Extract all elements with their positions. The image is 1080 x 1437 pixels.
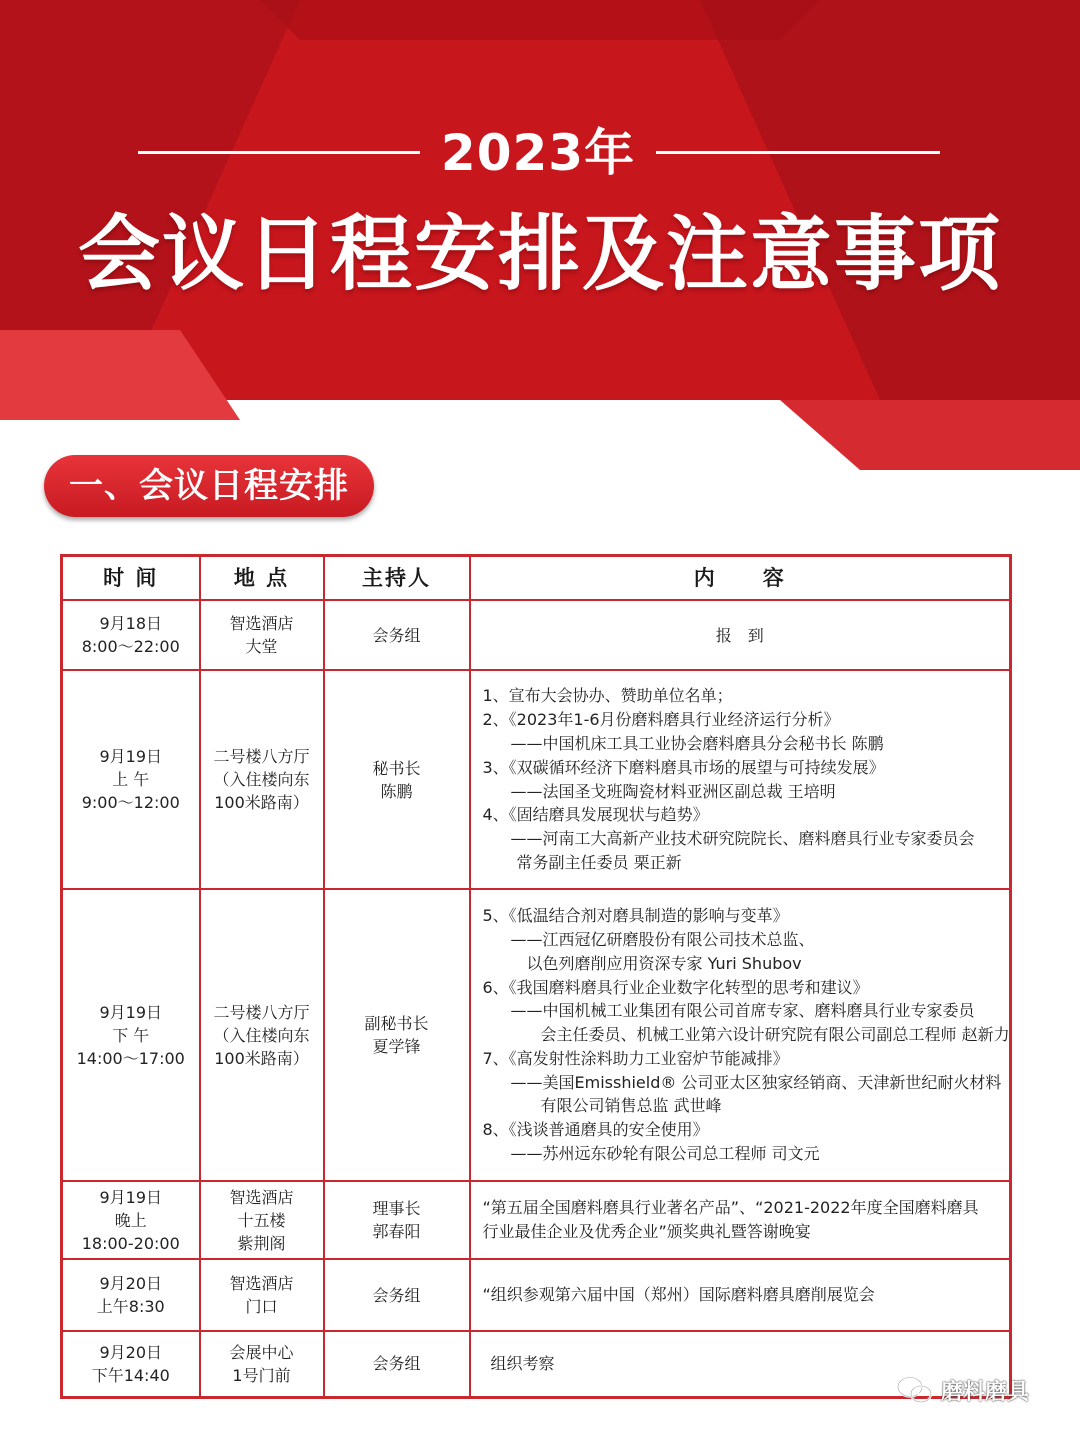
- content-line: 报 到: [715, 625, 764, 645]
- content-line: 行业最佳企业及优秀企业”颁奖典礼暨答谢晚宴: [482, 1222, 811, 1241]
- time-line: 下 午: [112, 1025, 150, 1045]
- place-line: 100米路南）: [214, 793, 309, 812]
- year-heading: 2023年: [440, 124, 636, 182]
- content-cell: [470, 1181, 1011, 1259]
- place-line: 十五楼: [237, 1210, 286, 1230]
- content-line: ——美国Emisshield® 公司亚太区独家经销商、天津新世纪耐火材料: [510, 1072, 1002, 1092]
- place-line: 智选酒店: [229, 1187, 294, 1207]
- time-cell: [62, 670, 200, 889]
- place-cell: [200, 889, 324, 1181]
- place-cell: [200, 600, 324, 670]
- place-line: 智选酒店: [229, 1274, 294, 1293]
- place-line: 100米路南）: [214, 1048, 309, 1068]
- place-cell: [200, 1331, 324, 1397]
- time-line: 晚上: [114, 1210, 147, 1230]
- content-line: 有限公司销售总监 武世峰: [540, 1096, 722, 1116]
- table-row: [62, 889, 1011, 1181]
- time-cell: [62, 889, 200, 1181]
- host-cell: [324, 600, 470, 670]
- column-header-place: 地 点: [200, 556, 324, 601]
- time-line: 9月19日: [99, 1187, 163, 1207]
- host-line: 理事长: [372, 1199, 421, 1218]
- host-cell: [324, 1259, 470, 1331]
- place-cell: [200, 670, 324, 889]
- place-line: 1号门前: [232, 1365, 291, 1385]
- time-line: 上 午: [112, 770, 150, 789]
- content-line: ——苏州远东砂轮有限公司总工程师 司文元: [510, 1144, 820, 1164]
- content-cell: [470, 600, 1011, 670]
- schedule-table: [60, 554, 1012, 1399]
- time-line: 18:00-20:00: [81, 1233, 180, 1253]
- watermark: [895, 1372, 1029, 1408]
- host-cell: [324, 1331, 470, 1397]
- content-line: 7、《高发射性涂料助力工业窑炉节能减排》: [482, 1048, 789, 1068]
- time-line: 9月20日: [99, 1274, 163, 1293]
- host-line: 副秘书长: [364, 1014, 429, 1033]
- time-line: 14:00～17:00: [76, 1048, 185, 1068]
- table-row: [62, 1181, 1011, 1259]
- content-line: 3、《双碳循环经济下磨料磨具市场的展望与可持续发展》: [482, 757, 885, 777]
- content-line: ——法国圣戈班陶瓷材料亚洲区副总裁 王培明: [510, 781, 836, 801]
- time-line: 9月18日: [99, 614, 163, 633]
- time-cell: [62, 600, 200, 670]
- content-line: 组织考察: [490, 1353, 555, 1373]
- content-cell: [470, 889, 1011, 1181]
- content-line: ——中国机械工业集团有限公司首席专家、磨料磨具行业专家委员: [510, 1001, 975, 1021]
- host-line: 郭春阳: [372, 1222, 421, 1241]
- host-line: 秘书长: [372, 758, 421, 778]
- host-line: 会务组: [372, 1285, 421, 1305]
- host-line: 夏学锋: [372, 1037, 421, 1056]
- place-cell: [200, 1259, 324, 1331]
- time-line: 9月19日: [99, 1002, 163, 1022]
- content-line: 会主任委员、机械工业第六设计研究院有限公司副总工程师 赵新力: [540, 1025, 1010, 1045]
- content-line: 4、《固结磨具发展现状与趋势》: [482, 805, 709, 825]
- place-line: 智选酒店: [229, 614, 294, 633]
- column-header-host: 主持人: [324, 556, 470, 601]
- place-line: 紫荆阁: [237, 1233, 286, 1253]
- content-line: “第五届全国磨料磨具行业著名产品”、“2021-2022年度全国磨料磨具: [482, 1198, 979, 1218]
- time-line: 8:00～22:00: [81, 637, 180, 656]
- content-line: “组织参观第六届中国（郑州）国际磨料磨具磨削展览会: [482, 1285, 875, 1305]
- column-header-time: 时 间: [62, 556, 200, 601]
- content-line: ——中国机床工具工业协会磨料磨具分会秘书长 陈鹏: [510, 733, 884, 753]
- time-cell: [62, 1331, 200, 1397]
- divider-line-left: [138, 151, 420, 154]
- watermark-text: 磨料磨具: [941, 1379, 1030, 1405]
- content-line: ——江西冠亿研磨股份有限公司技术总监、: [510, 929, 815, 949]
- content-cell: [470, 670, 1011, 889]
- content-line: 8、《浅谈普通磨具的安全使用》: [482, 1120, 709, 1140]
- place-line: 会展中心: [229, 1342, 294, 1362]
- table-header-row: [62, 556, 1011, 601]
- time-line: 上午8:30: [96, 1297, 165, 1316]
- host-cell: [324, 889, 470, 1181]
- table-row: [62, 670, 1011, 889]
- host-cell: [324, 1181, 470, 1259]
- content-line: ——河南工大高新产业技术研究院院长、磨料磨具行业专家委员会: [510, 829, 975, 849]
- host-line: 会务组: [372, 1354, 421, 1374]
- time-cell: [62, 1181, 200, 1259]
- content-line: 1、宣布大会协办、赞助单位名单；: [482, 686, 733, 706]
- place-line: 二号楼八方厅: [213, 1002, 310, 1022]
- host-cell: [324, 670, 470, 889]
- content-line: 常务副主任委员 栗正新: [516, 852, 682, 872]
- time-line: 9:00～12:00: [81, 793, 180, 812]
- section-heading: 一、会议日程安排: [44, 455, 374, 517]
- content-line: 5、《低温结合剂对磨具制造的影响与变革》: [482, 906, 789, 926]
- table-row: [62, 1259, 1011, 1331]
- page-title: 会议日程安排及注意事项: [77, 207, 1002, 302]
- time-line: 9月19日: [99, 747, 163, 766]
- place-line: 门口: [245, 1297, 278, 1316]
- column-header-content: 内 容: [470, 556, 1011, 601]
- table-row: [62, 600, 1011, 670]
- year-row: [0, 118, 1080, 188]
- divider-line-right: [656, 151, 940, 154]
- content-line: 2、《2023年1-6月份磨料磨具行业经济运行分析》: [482, 710, 840, 730]
- time-line: 下午14:40: [91, 1365, 170, 1385]
- time-line: 9月20日: [99, 1342, 163, 1362]
- place-cell: [200, 1181, 324, 1259]
- host-line: 会务组: [372, 625, 421, 645]
- content-cell: [470, 1259, 1011, 1331]
- place-line: （入住楼向东: [213, 1025, 310, 1045]
- place-line: 大堂: [245, 637, 278, 656]
- content-line: 6、《我国磨料磨具行业企业数字化转型的思考和建议》: [482, 977, 869, 997]
- time-cell: [62, 1259, 200, 1331]
- content-line: 以色列磨削应用资深专家 Yuri Shubov: [526, 953, 802, 973]
- wechat-icon: [895, 1375, 935, 1405]
- place-line: （入住楼向东: [213, 770, 310, 789]
- host-line: 陈鹏: [380, 781, 413, 801]
- table-row: [62, 1331, 1011, 1397]
- place-line: 二号楼八方厅: [213, 747, 310, 766]
